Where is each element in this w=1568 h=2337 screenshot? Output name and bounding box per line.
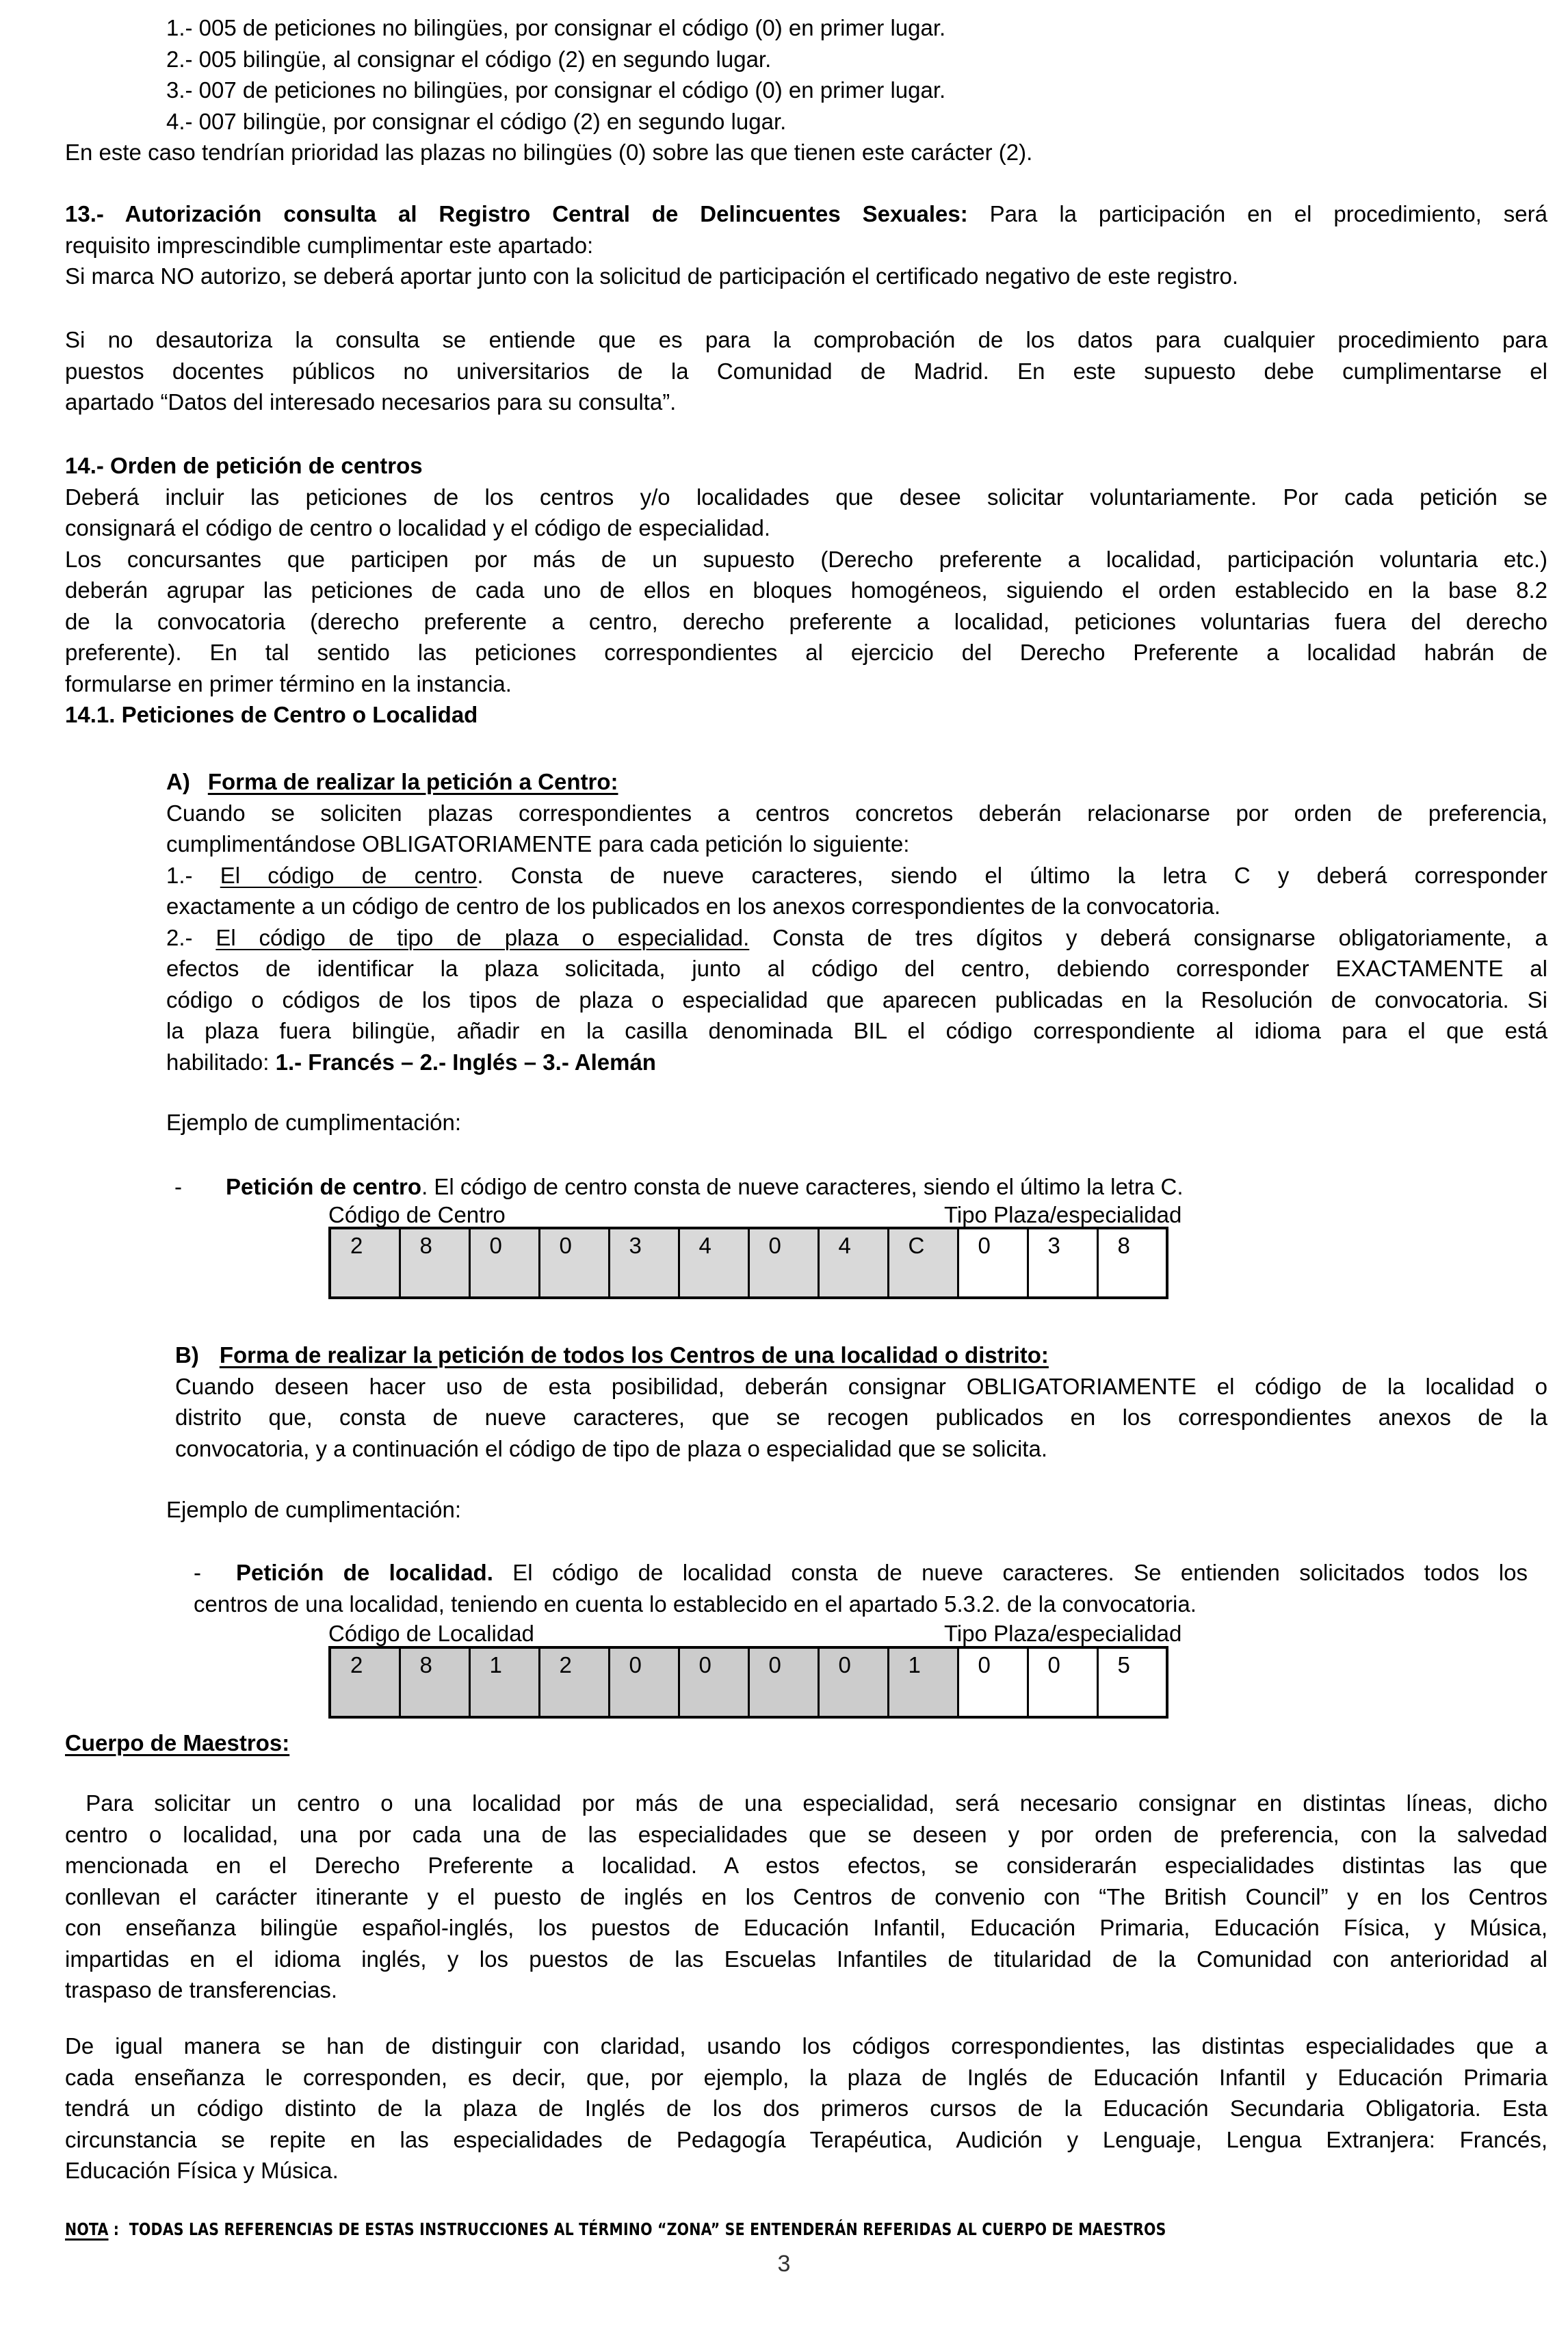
bullet-line-2: centros de una localidad, teniendo en cuenta lo establecido en el apartado 5.3.2. de la convocatoria. (194, 1591, 1197, 1617)
code-cell: 0 (679, 1647, 748, 1717)
paragraph-line: Cuando se soliciten plazas correspondientes a centros concretos deberán relacionarse por orden de preferencia, (166, 800, 1547, 826)
paragraph-line: cumplimentándose OBLIGATORIAMENTE para cada petición lo siguiente: (166, 831, 910, 857)
bullet-dash: - (174, 1174, 182, 1199)
section-a-item-1 (166, 860, 1547, 891)
code-cell: 2 (330, 1647, 400, 1717)
example-a-bullet (174, 1171, 1543, 1203)
maestros-heading-block (65, 1727, 1547, 1759)
code-cell: 1 (888, 1647, 958, 1717)
paragraph-line: consignará el código de centro o localidad y el código de especialidad. (65, 515, 771, 540)
section-13-line3: Si marca NO autorizo, se deberá aportar junto con la solicitud de participación el certificado negativo de este registro. (65, 263, 1239, 289)
section-b (175, 1340, 1547, 1464)
section-14-title: 14.- Orden de petición de centros (65, 453, 423, 478)
paragraph-line: Los concursantes que participen por más de un supuesto (Derecho preferente a localidad, participación voluntaria etc.) (65, 546, 1547, 572)
paragraph-line: cada enseñanza le corresponden, es decir, que, por ejemplo, la plaza de Inglés de Educación Infantil y Educación Primaria (65, 2064, 1547, 2090)
item-number: 2.- (166, 924, 193, 950)
example-label-a (166, 1107, 1547, 1138)
paragraph-line: traspaso de transferencias. (65, 1977, 338, 2002)
nota-separator: : (108, 2219, 129, 2239)
maestros-paragraph-2 (65, 2031, 1547, 2186)
paragraph-line: Para solicitar un centro o una localidad por más de una especialidad, será necesario consignar en distintas líneas, dicho (65, 1790, 1547, 1816)
paragraph-line: conllevan el carácter itinerante y el puesto de inglés en los Centros de convenio con “The British Council” y en los Centros (65, 1883, 1547, 1909)
paragraph-line: código o códigos de los tipos de plaza o especialidad que aparecen publicadas en la Resolución de convocatoria. Si (166, 987, 1547, 1013)
nota-label: NOTA (65, 2219, 109, 2239)
type-cell: 0 (958, 1228, 1028, 1298)
type-cell: 3 (1028, 1228, 1097, 1298)
code-table-centro (328, 1227, 1168, 1299)
example-label: Ejemplo de cumplimentación: (166, 1497, 462, 1522)
page-number: 3 (777, 2251, 791, 2277)
example-label: Ejemplo de cumplimentación: (166, 1110, 462, 1135)
type-cell: 8 (1097, 1228, 1167, 1298)
tipo-plaza-label: Tipo Plaza/especialidad (944, 1621, 1182, 1646)
list-item: 1.- 005 de peticiones no bilingües, por consignar el código (0) en primer lugar. (166, 15, 946, 40)
paragraph-line: convocatoria, y a continuación el código de tipo de plaza o especialidad que se solicita. (175, 1435, 1047, 1461)
section-13 (65, 198, 1547, 292)
priority-conclusion (65, 137, 1547, 168)
code-cell: 1 (469, 1647, 539, 1717)
item-1-term: El código de centro (220, 862, 478, 888)
paragraph-line: Deberá incluir las peticiones de los centros y/o localidades que desee solicitar voluntariamente. Por cada petición se (65, 484, 1547, 510)
list-item: 4.- 007 bilingüe, por consignar el código (2) en segundo lugar. (166, 108, 787, 134)
code-cell: 0 (748, 1228, 818, 1298)
paragraph-line: Educación Física y Música. (65, 2158, 339, 2183)
code-localidad-label: Código de Localidad (328, 1621, 534, 1646)
item-2-rest: Consta de tres dígitos y deberá consignarse obligatoriamente, a (749, 924, 1547, 950)
example-label-b (166, 1494, 1547, 1526)
list-item: 2.- 005 bilingüe, al consignar el código (2) en segundo lugar. (166, 46, 772, 72)
type-cell: 5 (1097, 1647, 1167, 1717)
section-a-item-2 (166, 922, 1547, 954)
paragraph-line: centro o localidad, una por cada una de las especialidades que se deseen y por orden de preferencia, con la salvedad (65, 1821, 1547, 1847)
paragraph-line: formularse en primer término en la instancia. (65, 670, 512, 696)
example-b-bullet (194, 1557, 1528, 1619)
section-14 (65, 450, 1547, 731)
footer-note (65, 2219, 1166, 2239)
section-13-title: 13.- Autorización consulta al Registro Central de Delincuentes Sexuales: (65, 201, 968, 226)
paragraph-line: efectos de identificar la plaza solicitada, junto al código del centro, debiendo corresponder EXACTAMENTE al (166, 956, 1547, 981)
code-cell: 2 (330, 1228, 400, 1298)
bullet-line (194, 1557, 1528, 1589)
nota-text: TODAS LAS REFERENCIAS DE ESTAS INSTRUCCIONES AL TÉRMINO “ZONA” SE ENTENDERÁN REFERIDAS AL CUERPO DE MAESTROS (129, 2219, 1166, 2239)
tipo-plaza-label: Tipo Plaza/especialidad (944, 1202, 1182, 1227)
list-item: 3.- 007 de peticiones no bilingües, por consignar el código (0) en primer lugar. (166, 77, 946, 103)
paragraph-line: Si no desautoriza la consulta se entiende que es para la comprobación de los datos para cualquier procedimiento para (65, 327, 1547, 352)
paragraph-line: circunstancia se repite en las especialidades de Pedagogía Terapéutica, Audición y Lenguaje, Lengua Extranjera: Francés, (65, 2126, 1547, 2152)
paragraph-line: Cuando deseen hacer uso de esta posibilidad, deberán consignar OBLIGATORIAMENTE el código de la localidad o (175, 1373, 1547, 1399)
code-cell: 0 (748, 1647, 818, 1717)
section-a-heading (166, 766, 1547, 798)
paragraph-line: mencionada en el Derecho Preferente a localidad. A estos efectos, se considerarán especialidades distintas las que (65, 1853, 1547, 1878)
paragraph-line: impartidas en el idioma inglés, y los puestos de las Escuelas Infantiles de titularidad de la Comunidad con anterioridad al (65, 1946, 1547, 1972)
priority-list (166, 12, 1547, 137)
section-b-letter: B) (175, 1342, 199, 1368)
paragraph-line: con enseñanza bilingüe español-inglés, los puestos de Educación Infantil, Educación Primaria, Educación Física, y Música, (65, 1915, 1547, 1940)
type-cell: 0 (1028, 1647, 1097, 1717)
section-b-heading (175, 1340, 1547, 1371)
bullet-dash: - (194, 1560, 201, 1585)
code-cell: 4 (818, 1228, 888, 1298)
code-row (330, 1228, 1167, 1298)
paragraph-line: de la convocatoria (derecho preferente a centro, derecho preferente a localidad, peticiones voluntarias fuera del derecho (65, 608, 1547, 634)
paragraph-line: distrito que, consta de nueve caracteres, que se recogen publicados en los correspondientes anexos de la (175, 1405, 1547, 1430)
section-b-title: Forma de realizar la petición de todos los Centros de una localidad o distrito: (219, 1342, 1049, 1368)
paragraph-line: la plaza fuera bilingüe, añadir en la casilla denominada BIL el código correspondiente al idioma para el que está (166, 1018, 1547, 1043)
paragraph-line: tendrá un código distinto de la plaza de Inglés de los dos primeros cursos de la Educación Secundaria Obligatoria. Esta (65, 2096, 1547, 2121)
maestros-paragraph-1 (65, 1788, 1547, 2006)
code-cell: C (888, 1228, 958, 1298)
paragraph-line: apartado “Datos del interesado necesarios para su consulta”. (65, 389, 677, 415)
code-row (330, 1647, 1167, 1717)
item-number: 1.- (166, 862, 193, 888)
type-cell: 0 (958, 1647, 1028, 1717)
bullet-bold: Petición de centro (226, 1174, 422, 1199)
paragraph-line: preferente). En tal sentido las peticiones correspondientes al ejercicio del Derecho Preferente a localidad habrán de (65, 640, 1547, 665)
language-codes: 1.- Francés – 2.- Inglés – 3.- Alemán (275, 1049, 656, 1075)
code-cell: 0 (539, 1228, 609, 1298)
bullet-line (174, 1171, 1543, 1203)
code-cell: 8 (400, 1228, 469, 1298)
code-cell: 0 (818, 1647, 888, 1717)
bullet-rest: El código de localidad consta de nueve caracteres. Se entienden solicitados todos los (493, 1560, 1528, 1585)
bullet-bold: Petición de localidad. (236, 1560, 493, 1585)
paragraph-line: deberán agrupar las peticiones de cada uno de ellos en bloques homogéneos, siguiendo el orden establecido en la base 8.2 (65, 577, 1547, 603)
language-codes-line (166, 1047, 1547, 1078)
item-2-term: El código de tipo de plaza o especialidad. (215, 924, 750, 950)
code-table-localidad (328, 1646, 1168, 1719)
paragraph-line: puestos docentes públicos no universitarios de la Comunidad de Madrid. En este supuesto debe cumplimentarse el (65, 358, 1547, 384)
paragraph-line: exactamente a un código de centro de los publicados en los anexos correspondientes de la convocatoria. (166, 893, 1220, 919)
code-cell: 0 (469, 1228, 539, 1298)
section-a-letter: A) (166, 769, 190, 794)
item-1-rest: . Consta de nueve caracteres, siendo el último la letra C y deberá corresponder (477, 862, 1548, 888)
section-13-line1-rest: Para la participación en el procedimiento, será (989, 201, 1547, 226)
code-cell: 4 (679, 1228, 748, 1298)
code-cell: 3 (609, 1228, 679, 1298)
priority-conclusion-text: En este caso tendrían prioridad las plazas no bilingües (0) sobre las que tienen este carácter (2). (65, 140, 1033, 165)
section-13-first-line (65, 198, 1547, 230)
paragraph-line: De igual manera se han de distinguir con claridad, usando los códigos correspondientes, las distintas especialidades que a (65, 2033, 1547, 2059)
section-13-paragraph-2 (65, 324, 1547, 418)
code-centro-label: Código de Centro (328, 1202, 506, 1227)
section-a-title: Forma de realizar la petición a Centro: (207, 769, 618, 794)
code-cell: 8 (400, 1647, 469, 1717)
language-codes-prefix: habilitado: (166, 1049, 276, 1075)
section-a (166, 766, 1547, 1078)
maestros-title: Cuerpo de Maestros: (65, 1730, 290, 1755)
section-14-1-title: 14.1. Peticiones de Centro o Localidad (65, 702, 478, 727)
bullet-rest: . El código de centro consta de nueve caracteres, siendo el último la letra C. (421, 1174, 1184, 1199)
section-13-line2: requisito imprescindible cumplimentar este apartado: (65, 232, 594, 258)
code-cell: 0 (609, 1647, 679, 1717)
code-cell: 2 (539, 1647, 609, 1717)
